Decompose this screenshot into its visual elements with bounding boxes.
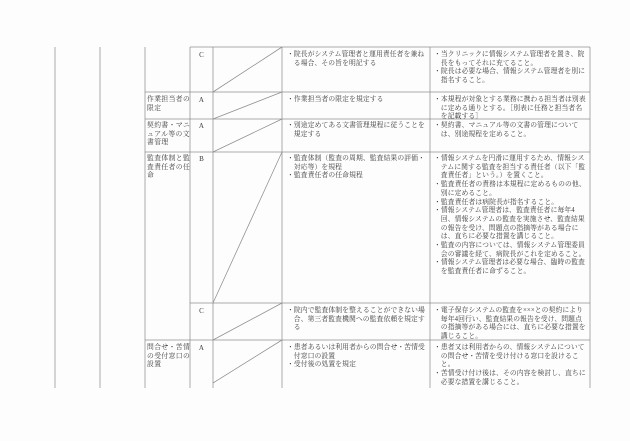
bullet-line: ・当クリニックに情報システム管理者を置き、院長をもってそれに充てること。 bbox=[434, 51, 585, 67]
bullet-line: ・本規程が対象とする業務に携わる担当者は別表に定める通りとする。［別表に任務と担当者名を記載する］ bbox=[434, 96, 586, 121]
diagonal-slash bbox=[213, 340, 282, 383]
bullet-line: ・院長がシステム管理者と運用責任者を兼ねる場合、その旨を明記する bbox=[287, 51, 425, 67]
bullet-line: ・別途定めてある文書管理規程に従うことを規定する bbox=[287, 122, 425, 138]
bullet-line: ・患者又は利用者からの、情報システムについての問合せ・苦情を受け付ける窓口を設けること。 bbox=[434, 344, 585, 369]
bullet-line: ・院内で監査体制を整えることができない場合、第三者監査機関への監査依頼を規定する bbox=[287, 307, 425, 332]
measures-cell bbox=[287, 51, 427, 68]
bullet-line: ・監査責任者の任命規程 bbox=[287, 172, 363, 180]
measures-cell bbox=[287, 307, 427, 333]
grade-cell: C bbox=[199, 51, 204, 59]
remarks-cell bbox=[434, 307, 586, 342]
bullet-line: ・監査責任者は病院長が指名すること。 bbox=[434, 198, 559, 206]
grade-cell: B bbox=[199, 155, 204, 163]
diagonal-slash bbox=[213, 92, 282, 119]
diagonal-slash bbox=[213, 119, 282, 152]
remarks-cell bbox=[434, 96, 586, 122]
bullet-line: ・情報システム管理者は必要な場合、臨時の監査を監査責任者に命ずること。 bbox=[434, 259, 586, 276]
item-cell: 契約書・マニュアル等の文書管理 bbox=[147, 122, 191, 147]
measures-cell bbox=[287, 96, 427, 105]
diagonal-slash bbox=[213, 303, 282, 340]
bullet-line: ・苦情受け付け後は、その内容を検討し、直ちに必要な措置を講じること。 bbox=[434, 370, 586, 386]
bullet-line: ・情報システムを円滑に運用するため、情報システムに関する監査を担当する責任者（以下「監査責任者」という。）を置くこと。 bbox=[434, 155, 586, 180]
remarks-cell bbox=[434, 344, 586, 388]
bullet-line: ・受付後の処置を規定 bbox=[287, 361, 356, 369]
grade-cell: C bbox=[199, 307, 204, 315]
item-cell: 監査体制と監査責任者の任命 bbox=[147, 155, 191, 180]
bullet-line: ・監査責任者の責務は本規程に定めるものの他、別に定めること。 bbox=[434, 181, 586, 197]
bullet-line: ・監査体制（監査の周期、監査結果の評価・対応等）を規程 bbox=[287, 155, 425, 171]
bullet-line: ・院長は必要な場合、情報システム管理者を別に指名すること。 bbox=[434, 68, 586, 85]
grade-cell: A bbox=[198, 96, 205, 104]
bullet-line: ・契約書、マニュアル等の文書の管理については、別途規程を定めること。 bbox=[434, 122, 579, 138]
bullet-line: ・作業担当者の限定を規定する bbox=[287, 96, 384, 103]
remarks-cell bbox=[434, 122, 586, 139]
grade-cell: A bbox=[198, 344, 205, 352]
measures-cell bbox=[287, 122, 427, 139]
diagonal-slash bbox=[213, 152, 282, 303]
measures-cell bbox=[287, 344, 427, 370]
grade-cell: A bbox=[198, 122, 205, 130]
item-cell: 作業担当者の限定 bbox=[147, 96, 191, 112]
diagonal-slash-marks bbox=[213, 47, 282, 383]
bullet-line: ・情報システム管理者は、監査責任者に毎年4回、情報システムの監査を実施させ、監査結果の報告を受け、問題点の指摘等がある場合には、直ちに必要な措置を講じること。 bbox=[434, 207, 585, 241]
remarks-cell bbox=[434, 51, 586, 86]
bullet-line: ・電子保存システムの監査を×××との契約により毎年4回行い、監査結果の報告を受け、問題点の指摘等がある場合には、直ちに必要な措置を講じること。 bbox=[434, 307, 586, 341]
diagonal-slash bbox=[213, 47, 282, 92]
bullet-line: ・患者あるいは利用者からの問合せ・苦情受付窓口の設置 bbox=[287, 344, 425, 360]
remarks-cell bbox=[434, 155, 586, 277]
bullet-line: ・監査の内容については、情報システム管理委員会の審議を経て、病院長がこれを定めること。 bbox=[434, 242, 586, 258]
item-cell: 問合せ・苦情の受付窓口の設置 bbox=[147, 344, 191, 369]
measures-cell bbox=[287, 155, 427, 181]
